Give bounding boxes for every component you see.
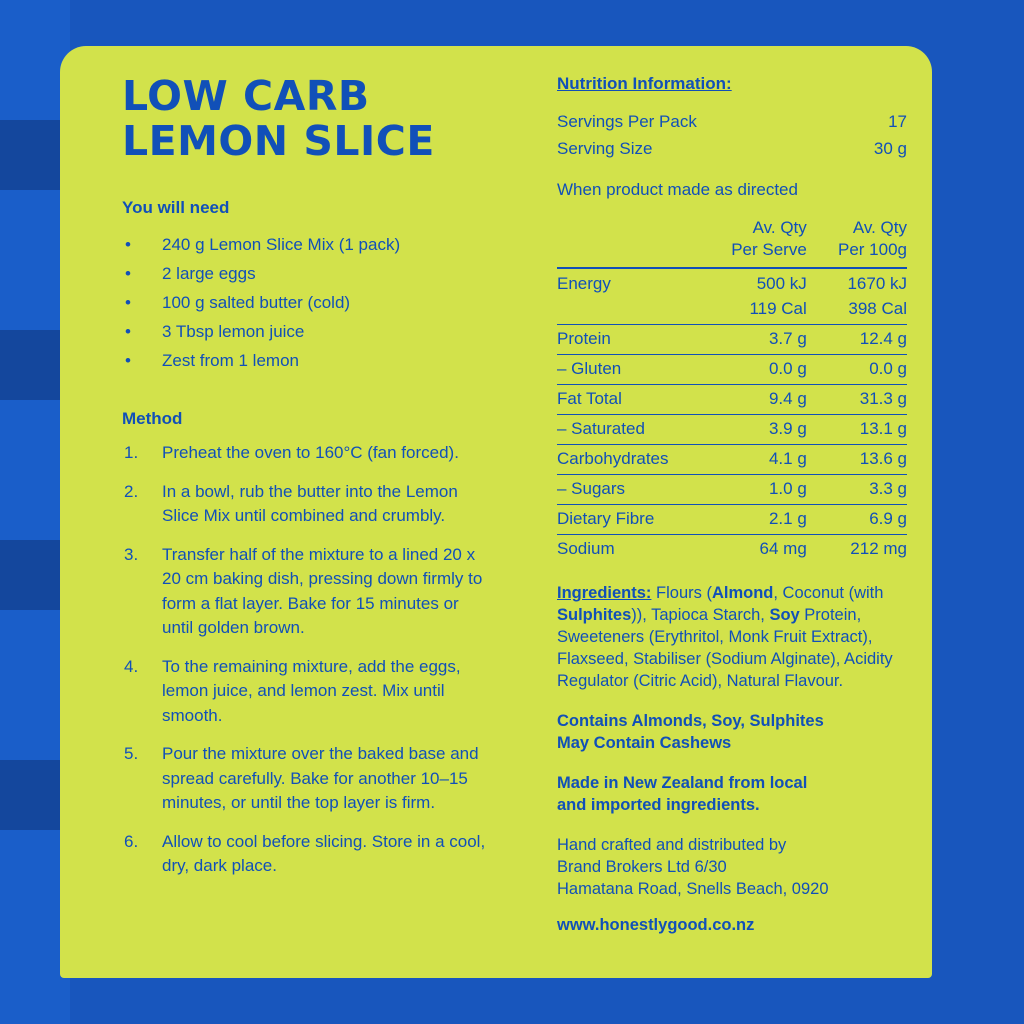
row-per-100g: 6.9 g [807,504,907,534]
row-label [557,298,697,324]
ingredients-statement [557,582,907,692]
table-row [557,534,907,564]
row-label: Dietary Fibre [557,504,697,534]
row-per-100g: 398 Cal [848,299,907,318]
per-100g-header-line-2: Per 100g [838,240,907,259]
you-will-need-heading: You will need [122,198,230,217]
bullet-icon: • [125,235,131,254]
servings-per-pack-value: 17 [888,112,907,131]
nutrition-table-header [557,217,907,268]
page-title [122,74,492,164]
row-label: Energy [557,273,611,293]
origin-line-2: and imported ingredients. [557,795,760,814]
row-per-100g: 13.1 g [807,414,907,444]
list-item [122,230,492,259]
recipe-column [122,74,492,893]
ingredients-label: Ingredients: [557,583,652,602]
table-row [557,324,907,354]
step-text: Preheat the oven to 160°C (fan forced). [162,443,459,462]
ingredients-text-2: , Coconut (with [773,583,884,602]
bullet-icon: • [125,351,131,370]
step-text: Pour the mixture over the baked base and spread carefully. Bake for another 10–15 minutes, or until the top layer is firm. [162,744,479,812]
nutrition-column [557,74,907,935]
row-label: – Saturated [557,414,697,444]
table-row [557,298,907,324]
bullet-icon: • [125,293,131,312]
origin-line-1: Made in New Zealand from local [557,773,808,792]
list-item [122,317,492,346]
row-per-100g: 0.0 g [807,354,907,384]
list-item-label: 3 Tbsp lemon juice [162,322,305,341]
list-item [122,543,492,641]
table-row [557,354,907,384]
per-serve-header-line-1: Av. Qty [752,218,807,237]
step-text: To the remaining mixture, add the eggs, lemon juice, and lemon zest. Mix until smooth. [162,656,461,725]
row-label: Protein [557,324,697,354]
table-row [557,474,907,504]
nutrition-header-per-100g [807,217,907,268]
row-per-serve: 1.0 g [697,474,807,504]
step-text: Transfer half of the mixture to a lined 20 x 20 cm baking dish, pressing down firmly to form a flat layer. Bake for 15 minutes or until golden brown. [162,544,483,637]
table-row [557,384,907,414]
distributor-line-3: Hamatana Road, Snells Beach, 0920 [557,879,829,898]
servings-per-pack-label: Servings Per Pack [557,112,697,131]
allergen-warning [557,710,907,754]
allergen-contains-line: Contains Almonds, Soy, Sulphites [557,711,824,730]
row-label: Fat Total [557,384,697,414]
list-item [122,288,492,317]
serving-size-row [557,135,907,162]
bullet-icon: • [125,322,131,341]
list-item [122,742,492,816]
country-of-origin [557,772,907,816]
label-content [60,46,932,978]
website-link[interactable]: www.honestlygood.co.nz [557,915,755,934]
serving-size-value: 30 g [873,139,907,158]
step-number: 5. [124,744,139,763]
distributor-line-2: Brand Brokers Ltd 6/30 [557,857,727,876]
product-title-line-2: LEMON SLICE [122,117,435,165]
step-text: In a bowl, rub the butter into the Lemon Slice Mix until combined and crumbly. [162,481,458,525]
distributor-address [557,834,907,900]
step-text: Allow to cool before slicing. Store in a cool, dry, dark place. [162,831,486,875]
allergen-sulphites: Sulphites [557,605,632,624]
row-per-100g: 3.3 g [807,474,907,504]
list-item [122,441,492,466]
table-row [557,414,907,444]
product-title-line-1: LOW CARB [122,72,370,120]
allergen-soy: Soy [769,605,800,624]
label-panel [60,46,932,978]
step-number: 1. [124,443,139,462]
nutrition-header-blank [557,217,697,268]
list-item-label: 100 g salted butter (cold) [162,293,351,312]
step-number: 2. [124,481,139,501]
you-will-need-list [122,230,492,375]
list-item-label: 2 large eggs [162,264,256,283]
row-per-serve: 3.7 g [697,324,807,354]
method-heading: Method [122,409,183,428]
row-per-serve: 500 kJ [756,273,807,293]
table-row [557,444,907,474]
ingredients-text-3: )), Tapioca Starch, [631,605,770,624]
nutrition-header-per-serve [697,217,807,268]
table-row [557,268,907,298]
row-per-serve: 2.1 g [697,504,807,534]
row-per-100g: 212 mg [807,534,907,564]
row-per-serve: 64 mg [697,534,807,564]
row-per-100g: 13.6 g [807,444,907,474]
allergen-may-contain-line: May Contain Cashews [557,733,732,752]
list-item-label: 240 g Lemon Slice Mix (1 pack) [162,235,401,254]
row-label: Carbohydrates [557,444,697,474]
row-per-serve: 0.0 g [697,354,807,384]
row-per-100g: 31.3 g [807,384,907,414]
row-per-100g: 12.4 g [807,324,907,354]
row-label: – Gluten [557,354,697,384]
row-per-serve: 119 Cal [749,299,807,318]
row-label: – Sugars [557,474,697,504]
list-item-label: Zest from 1 lemon [162,351,299,370]
distributor-line-1: Hand crafted and distributed by [557,835,787,854]
row-per-100g: 1670 kJ [847,273,907,293]
bullet-icon: • [125,264,131,283]
list-item [122,346,492,375]
row-per-serve: 4.1 g [697,444,807,474]
row-per-serve: 9.4 g [697,384,807,414]
ingredients-text-4: Protein, Sweeteners (Erythritol, Monk Fruit Extract), Flaxseed, Stabiliser (Sodium Alginate), Acidity Regulator (Citric Acid), Natural Flavour. [557,605,893,690]
nutrition-table [557,217,907,564]
method-list [122,441,492,879]
list-item [122,830,492,879]
ingredients-text-1: Flours ( [651,583,712,602]
step-number: 6. [124,831,139,851]
list-item [122,480,492,529]
step-number: 4. [124,656,139,676]
allergen-almond: Almond [711,583,774,602]
row-label: Sodium [557,534,697,564]
list-item [122,655,492,729]
serving-size-label: Serving Size [557,139,653,158]
row-per-serve: 3.9 g [697,414,807,444]
per-serve-header-line-2: Per Serve [731,240,807,259]
table-row [557,504,907,534]
preparation-note: When product made as directed [557,180,798,199]
servings-per-pack-row [557,108,907,135]
step-number: 3. [124,544,139,564]
per-100g-header-line-1: Av. Qty [852,218,907,237]
list-item [122,259,492,288]
nutrition-heading: Nutrition Information: [557,74,732,93]
